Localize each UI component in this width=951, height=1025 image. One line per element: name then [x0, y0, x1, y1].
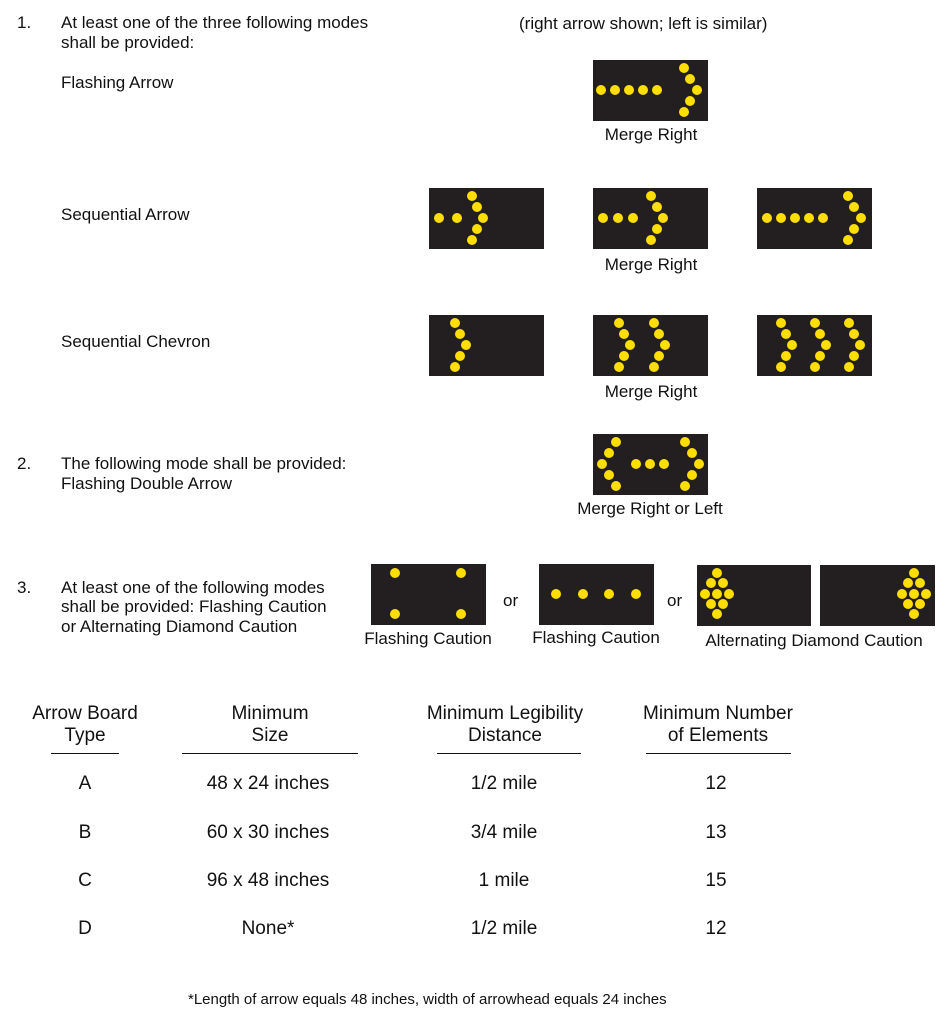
lamp-element — [776, 213, 786, 223]
mode-label-sequential-chevron: Sequential Chevron — [61, 332, 211, 351]
lamp-element — [694, 459, 704, 469]
header-minimum-size-line-1: Minimum — [231, 703, 309, 724]
lamp-element — [844, 362, 854, 372]
lamp-element — [687, 470, 697, 480]
sequential-arrow-board-1 — [429, 188, 544, 249]
lamp-element — [815, 351, 825, 361]
sequential-chevron-board-2 — [593, 315, 708, 376]
caption-flashing-arrow: Merge Right — [604, 125, 698, 144]
header-elements-line-1: Minimum Number — [643, 703, 793, 724]
lamp-element — [687, 448, 697, 458]
lamp-element — [456, 609, 466, 619]
alternating-diamond-board-left — [697, 565, 811, 626]
header-minimum-legibility-distance — [410, 703, 600, 747]
lamp-element — [821, 340, 831, 350]
lamp-element — [915, 578, 925, 588]
lamp-element — [790, 213, 800, 223]
lamp-element — [390, 609, 400, 619]
mode-label-sequential-arrow: Sequential Arrow — [61, 205, 190, 224]
table-cell-elements: 12 — [705, 773, 727, 794]
lamp-element — [450, 362, 460, 372]
lamp-element — [478, 213, 488, 223]
lamp-element — [843, 191, 853, 201]
alternating-diamond-board-right — [820, 565, 935, 626]
lamp-element — [700, 589, 710, 599]
flashing-arrow-board — [593, 60, 708, 121]
lamp-element — [455, 329, 465, 339]
lamp-element — [658, 213, 668, 223]
lamp-element — [631, 589, 641, 599]
item-3-text-line-1: At least one of the following modes — [61, 578, 325, 597]
lamp-element — [614, 318, 624, 328]
lamp-element — [654, 351, 664, 361]
lamp-element — [787, 340, 797, 350]
lamp-element — [611, 437, 621, 447]
lamp-element — [680, 437, 690, 447]
lamp-element — [679, 107, 689, 117]
lamp-element — [654, 329, 664, 339]
lamp-element — [578, 589, 588, 599]
lamp-element — [610, 85, 620, 95]
lamp-element — [551, 589, 561, 599]
footnote: *Length of arrow equals 48 inches, width of arrowhead equals 24 inches — [188, 991, 667, 1008]
caption-flashing-caution-2: Flashing Caution — [532, 628, 660, 647]
lamp-element — [659, 459, 669, 469]
lamp-element — [679, 63, 689, 73]
flashing-caution-board-line — [539, 564, 654, 625]
lamp-element — [456, 568, 466, 578]
lamp-element — [776, 318, 786, 328]
lamp-element — [604, 448, 614, 458]
lamp-element — [619, 351, 629, 361]
lamp-element — [849, 202, 859, 212]
table-cell-type: A — [78, 773, 92, 794]
lamp-element — [849, 329, 859, 339]
header-arrow-board-type-line-2: Type — [64, 725, 106, 746]
lamp-element — [649, 362, 659, 372]
table-cell-size: 96 x 48 inches — [206, 870, 330, 891]
mode-label-flashing-arrow: Flashing Arrow — [61, 73, 174, 92]
lamp-element — [472, 202, 482, 212]
header-minimum-size — [182, 703, 358, 747]
lamp-element — [652, 85, 662, 95]
lamp-element — [625, 340, 635, 350]
lamp-element — [628, 213, 638, 223]
lamp-element — [638, 85, 648, 95]
lamp-element — [712, 609, 722, 619]
lamp-element — [818, 213, 828, 223]
lamp-element — [921, 589, 931, 599]
lamp-element — [624, 85, 634, 95]
lamp-element — [467, 235, 477, 245]
item-1-number: 1. — [17, 13, 32, 32]
lamp-element — [909, 568, 919, 578]
header-minimum-number-of-elements — [628, 703, 808, 747]
header-arrow-board-type — [15, 703, 155, 747]
lamp-element — [660, 340, 670, 350]
table-cell-distance: 1 mile — [478, 870, 530, 891]
lamp-element — [718, 578, 728, 588]
lamp-element — [597, 459, 607, 469]
table-cell-distance: 1/2 mile — [470, 773, 538, 794]
item-1-text-line-2: shall be provided: — [61, 33, 195, 52]
lamp-element — [849, 224, 859, 234]
table-cell-size: 48 x 24 inches — [206, 773, 330, 794]
lamp-element — [909, 609, 919, 619]
lamp-element — [646, 235, 656, 245]
lamp-element — [472, 224, 482, 234]
lamp-element — [604, 589, 614, 599]
lamp-element — [706, 599, 716, 609]
item-2-number: 2. — [17, 454, 32, 473]
caption-flashing-double-arrow: Merge Right or Left — [577, 499, 723, 518]
lamp-element — [613, 213, 623, 223]
lamp-element — [614, 362, 624, 372]
lamp-element — [712, 589, 722, 599]
sequential-arrow-board-2 — [593, 188, 708, 249]
lamp-element — [915, 599, 925, 609]
lamp-element — [909, 589, 919, 599]
lamp-element — [390, 568, 400, 578]
sequential-chevron-board-3 — [757, 315, 872, 376]
lamp-element — [849, 351, 859, 361]
lamp-element — [649, 318, 659, 328]
table-cell-distance: 1/2 mile — [470, 918, 538, 939]
flashing-double-arrow-board — [593, 434, 708, 495]
lamp-element — [461, 340, 471, 350]
header-rule-legibility — [437, 753, 581, 754]
header-elements-line-2: of Elements — [667, 725, 769, 746]
caption-alternating-diamond-caution: Alternating Diamond Caution — [705, 631, 923, 650]
flashing-caution-board-corners — [371, 564, 486, 625]
lamp-element — [781, 329, 791, 339]
lamp-element — [645, 459, 655, 469]
header-minimum-size-line-2: Size — [251, 725, 289, 746]
item-1-text-line-1: At least one of the three following modes — [61, 13, 369, 32]
table-cell-elements: 13 — [705, 822, 727, 843]
lamp-element — [844, 318, 854, 328]
lamp-element — [450, 318, 460, 328]
or-label-1: or — [503, 591, 519, 610]
lamp-element — [685, 96, 695, 106]
lamp-element — [903, 578, 913, 588]
lamp-element — [455, 351, 465, 361]
caption-sequential-arrow: Merge Right — [604, 255, 698, 274]
lamp-element — [467, 191, 477, 201]
sequential-arrow-board-3 — [757, 188, 872, 249]
lamp-element — [631, 459, 641, 469]
lamp-element — [718, 599, 728, 609]
lamp-element — [685, 74, 695, 84]
table-cell-type: D — [78, 918, 92, 939]
table-cell-size: None* — [241, 918, 295, 939]
lamp-element — [804, 213, 814, 223]
lamp-element — [776, 362, 786, 372]
or-label-2: or — [667, 591, 683, 610]
header-rule-elements — [646, 753, 791, 754]
lamp-element — [706, 578, 716, 588]
lamp-element — [452, 213, 462, 223]
lamp-element — [762, 213, 772, 223]
lamp-element — [810, 318, 820, 328]
lamp-element — [903, 599, 913, 609]
lamp-element — [619, 329, 629, 339]
table-cell-distance: 3/4 mile — [470, 822, 538, 843]
lamp-element — [781, 351, 791, 361]
lamp-element — [855, 340, 865, 350]
item-2-text-line-1: The following mode shall be provided: — [61, 454, 347, 473]
caption-sequential-chevron: Merge Right — [604, 382, 698, 401]
lamp-element — [680, 481, 690, 491]
table-cell-type: C — [78, 870, 92, 891]
lamp-element — [611, 481, 621, 491]
item-3-number: 3. — [17, 578, 32, 597]
lamp-element — [604, 470, 614, 480]
lamp-element — [652, 202, 662, 212]
lamp-element — [596, 85, 606, 95]
item-3-text-line-3: or Alternating Diamond Caution — [61, 617, 298, 636]
lamp-element — [897, 589, 907, 599]
lamp-element — [692, 85, 702, 95]
lamp-element — [856, 213, 866, 223]
lamp-element — [724, 589, 734, 599]
item-3-text-line-2: shall be provided: Flashing Caution — [61, 597, 327, 616]
table-cell-elements: 12 — [705, 918, 727, 939]
header-legibility-line-2: Distance — [468, 725, 542, 746]
item-2-text-line-2: Flashing Double Arrow — [61, 474, 233, 493]
lamp-element — [652, 224, 662, 234]
lamp-element — [815, 329, 825, 339]
lamp-element — [843, 235, 853, 245]
sequential-chevron-board-1 — [429, 315, 544, 376]
lamp-element — [598, 213, 608, 223]
caption-flashing-caution-1: Flashing Caution — [364, 629, 492, 648]
lamp-element — [810, 362, 820, 372]
lamp-element — [712, 568, 722, 578]
note-right-arrow: (right arrow shown; left is similar) — [519, 14, 768, 33]
table-cell-elements: 15 — [705, 870, 727, 891]
lamp-element — [434, 213, 444, 223]
header-legibility-line-1: Minimum Legibility — [426, 703, 584, 724]
header-rule-type — [51, 753, 119, 754]
header-arrow-board-type-line-1: Arrow Board — [32, 703, 138, 724]
table-cell-type: B — [78, 822, 92, 843]
header-rule-size — [182, 753, 358, 754]
table-cell-size: 60 x 30 inches — [206, 822, 330, 843]
lamp-element — [646, 191, 656, 201]
